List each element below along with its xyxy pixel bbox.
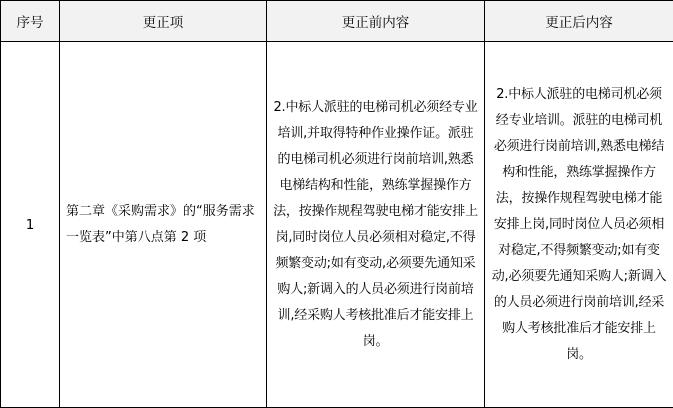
- table-row: [1, 42, 673, 408]
- row-index: 1: [1, 42, 60, 408]
- row-item-cell: [60, 42, 267, 408]
- header-after: 更正后内容: [485, 1, 673, 42]
- row-after-content: 2.中标人派驻的电梯司机必须经专业培训。派驻的电梯司机必须进行岗前培训,熟悉电梯结构和性能，熟练掌握操作方法，按操作规程驾驶电梯才能安排上岗,同时岗位人员必须相对稳定,不得频繁变动;如有变动,必须要先通知采购人;新调入的人员必须进行岗前培训,经采购人考核批准后才能安排上岗。: [485, 42, 673, 408]
- header-item: 更正项: [60, 1, 267, 42]
- table-header-row: [1, 1, 673, 42]
- row-item: 第二章《采购需求》的“服务需求一览表”中第八点第 2 项: [66, 203, 255, 245]
- header-before: 更正前内容: [267, 1, 485, 42]
- header-index: 序号: [1, 1, 60, 42]
- row-before-content: 2.中标人派驻的电梯司机必须经专业培训,并取得特种作业操作证。派驻的电梯司机必须进行岗前培训,熟悉电梯结构和性能，熟练掌握操作方法，按操作规程驾驶电梯才能安排上岗,同时岗位人员必须相对稳定,不得频繁变动;如有变动,必须要先通知采购人;新调入的人员必须进行岗前培训,经采购人考核批准后才能安排上岗。: [267, 42, 485, 408]
